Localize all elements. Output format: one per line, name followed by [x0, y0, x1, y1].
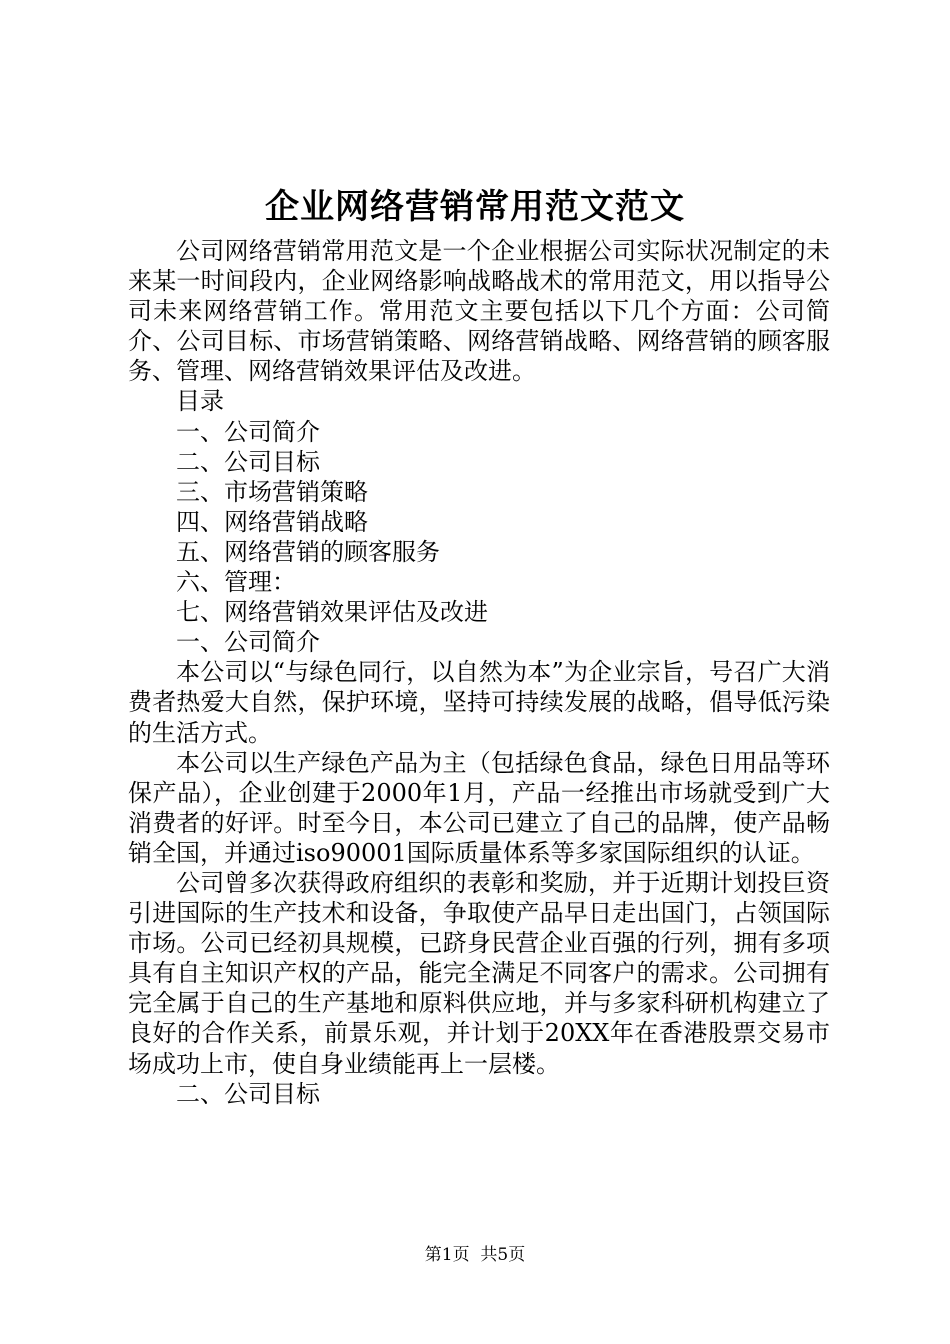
toc-item-4: 四、网络营销战略: [176, 507, 368, 536]
toc-heading: 目录: [176, 387, 224, 416]
document-body: [128, 236, 830, 1109]
section-heading-company-goals: 二、公司目标: [176, 1079, 320, 1108]
toc-item-1: 一、公司简介: [176, 417, 320, 446]
toc-item-5: 五、网络营销的顾客服务: [176, 537, 440, 566]
toc-item-3: 三、市场营销策略: [176, 477, 368, 506]
footer-spacer: [470, 1245, 481, 1265]
document-title: 企业网络营销常用范文范文: [265, 187, 685, 227]
intro-paragraph: 公司网络营销常用范文是一个企业根据公司实际状况制定的未来某一时间段内，企业网络影响战略战术的常用范文，用以指导公司未来网络营销工作。常用范文主要包括以下几个方面：公司简介、公司目标、市场营销策略、网络营销战略、网络营销的顾客服务、管理、网络营销效果评估及改进。: [128, 237, 830, 386]
toc-item-7: 七、网络营销效果评估及改进: [176, 598, 488, 627]
company-profile-paragraph-1: 本公司以“与绿色同行，以自然为本”为企业宗旨，号召广大消费者热爱大自然，保护环境，坚持可持续发展的战略，倡导低污染的生活方式。: [128, 658, 830, 747]
toc-item-2: 二、公司目标: [176, 447, 320, 476]
company-profile-paragraph-2: 本公司以生产绿色产品为主（包括绿色食品，绿色日用品等环保产品），企业创建于2000年1月，产品一经推出市场就受到广大消费者的好评。时至今日，本公司已建立了自己的品牌，使产品畅销全国，并通过iso90001国际质量体系等多家国际组织的认证。: [128, 748, 830, 867]
section-heading-company-profile: 一、公司简介: [176, 628, 320, 657]
page-number: 第1页: [424, 1245, 470, 1265]
page-footer: [0, 1243, 950, 1267]
company-profile-paragraph-3: 公司曾多次获得政府组织的表彰和奖励，并于近期计划投巨资引进国际的生产技术和设备，争取使产品早日走出国门，占领国际市场。公司已经初具规模，已跻身民营企业百强的行列，拥有多项具有自主知识产权的产品，能完全满足不同客户的需求。公司拥有完全属于自己的生产基地和原料供应地，并与多家科研机构建立了良好的合作关系，前景乐观，并计划于20XX年在香港股票交易市场成功上市，使自身业绩能再上一层楼。: [128, 868, 830, 1078]
toc-item-6: 六、管理：: [176, 568, 296, 597]
page-total: 共5页: [480, 1245, 526, 1265]
